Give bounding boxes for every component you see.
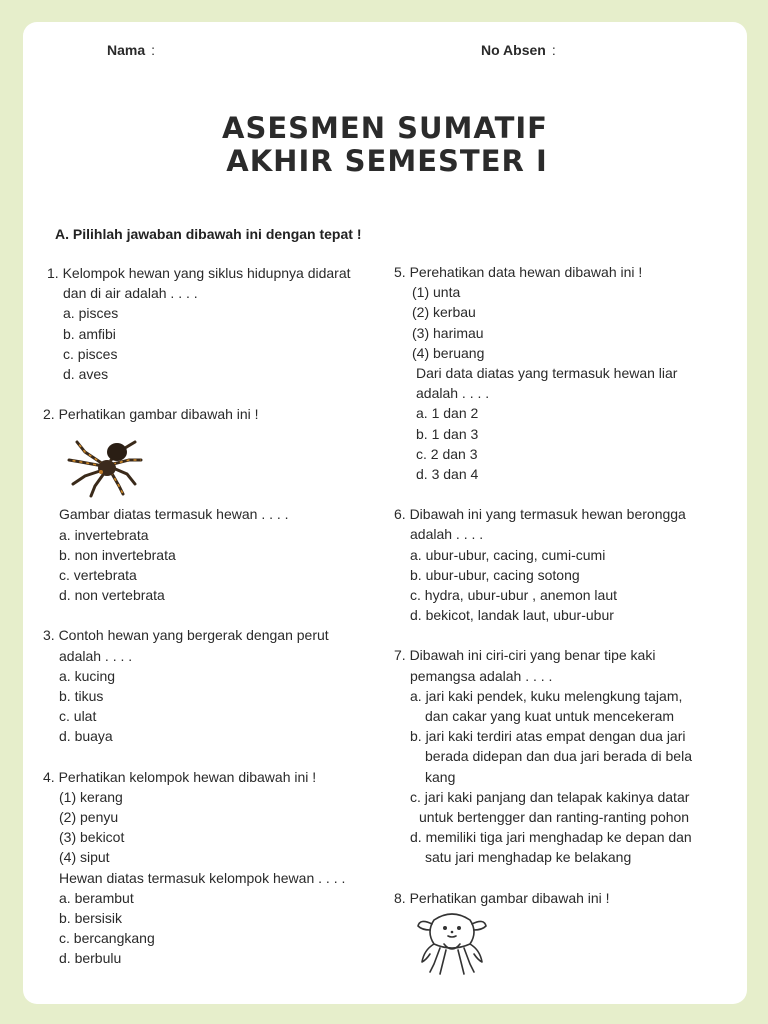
question-5-item-4: (4) beruang [412,344,485,361]
question-5-item-3: (3) harimau [412,324,484,341]
question-5-item-2: (2) kerbau [412,304,476,321]
question-6 [394,504,734,625]
question-7-option-a: a. jari kaki pendek, kuku melengkung tajam, [410,687,683,704]
question-2-option-c: c. vertebrata [59,567,137,584]
question-3-text-cont: adalah . . . . [59,647,133,664]
question-8-text: 8. Perhatikan gambar dibawah ini ! [394,889,610,906]
question-7-option-c-cont: untuk bertengger dan ranting-ranting pohon [419,809,690,826]
question-7-option-b: b. jari kaki terdiri atas empat dengan dua jari [410,728,686,745]
question-3-option-b: b. tikus [59,688,104,705]
question-5-option-c: c. 2 dan 3 [416,445,478,462]
crab-figure [394,908,734,988]
question-7-option-a-cont: dan cakar yang kuat untuk mencekeram [425,708,675,725]
question-2-option-b: b. non invertebrata [59,546,176,563]
question-5-option-a: a. 1 dan 2 [416,405,479,422]
question-4-option-d: d. berbulu [59,950,122,967]
question-2-option-d: d. non vertebrata [59,587,165,604]
question-7-option-d: d. memiliki tiga jari menghadap ke depan dan [410,829,692,846]
question-3-option-c: c. ulat [59,708,97,725]
question-5-option-b: b. 1 dan 3 [416,425,479,442]
question-3 [43,625,392,746]
question-7-option-b-cont2: kang [425,768,456,785]
spider-figure [43,424,392,504]
question-1-option-a: a. pisces [63,305,119,322]
question-5 [394,262,734,484]
name-colon: : [151,42,156,58]
question-4-option-c: c. bercangkang [59,930,155,947]
question-4-item-2: (2) penyu [59,809,119,826]
absen-label-text: No Absen [481,42,546,58]
right-column [394,262,734,988]
question-6-option-c: c. hydra, ubur-ubur , anemon laut [410,587,618,604]
question-3-option-a: a. kucing [59,667,116,684]
question-7-text-cont: pemangsa adalah . . . . [410,667,553,684]
question-4-item-4: (4) siput [59,849,110,866]
question-6-option-b: b. ubur-ubur, cacing sotong [410,566,580,583]
name-label-text: Nama [107,42,146,58]
name-field-label [107,42,155,58]
spider-icon [65,430,145,500]
question-7-option-d-cont: satu jari menghadap ke belakang [425,849,632,866]
instruction-text: A. Pilihlah jawaban dibawah ini dengan tepat ! [55,226,362,242]
question-4 [43,767,392,969]
question-4-followup: Hewan diatas termasuk kelompok hewan . . . . [59,869,346,886]
question-1-text-cont: dan di air adalah . . . . [63,285,198,302]
question-5-text: 5. Perehatikan data hewan dibawah ini ! [394,264,643,280]
question-7-text: 7. Dibawah ini ciri-ciri yang benar tipe kaki [394,647,656,664]
question-7-option-b-cont: berada didepan dan dua jari berada di bela [425,748,692,765]
question-6-option-d: d. bekicot, landak laut, ubur-ubur [410,607,614,624]
question-3-text: 3. Contoh hewan yang bergerak dengan perut [43,627,329,644]
question-7-option-c: c. jari kaki panjang dan telapak kakinya datar [410,788,690,805]
question-6-option-a: a. ubur-ubur, cacing, cumi-cumi [410,546,606,563]
question-8 [394,888,734,988]
question-1-text: 1. Kelompok hewan yang siklus hidupnya didarat [47,265,351,281]
absen-field-label [481,42,556,58]
question-5-followup-cont: adalah . . . . [416,385,490,402]
question-5-followup: Dari data diatas yang termasuk hewan liar [416,365,678,382]
crab-icon [412,910,492,978]
question-4-option-a: a. berambut [59,889,134,906]
question-3-option-d: d. buaya [59,728,113,745]
question-6-text: 6. Dibawah ini yang termasuk hewan berongga [394,506,686,523]
question-2 [43,404,392,605]
question-2-option-a: a. invertebrata [59,526,149,543]
question-5-item-1: (1) unta [412,284,461,301]
question-6-text-cont: adalah . . . . [410,526,484,543]
question-1-option-c: c. pisces [63,345,118,362]
question-4-item-1: (1) kerang [59,788,123,805]
question-1-option-b: b. amfibi [63,325,116,342]
question-4-option-b: b. bersisik [59,910,123,927]
question-2-followup: Gambar diatas termasuk hewan . . . . [59,506,289,523]
question-2-text: 2. Perhatikan gambar dibawah ini ! [43,406,259,423]
left-column [43,263,392,969]
absen-colon: : [551,42,556,58]
question-5-option-d: d. 3 dan 4 [416,466,479,483]
question-1 [47,263,392,384]
question-4-text: 4. Perhatikan kelompok hewan dibawah ini ! [43,768,317,785]
question-7 [394,645,734,867]
page-title-line2: AKHIR SEMESTER I [226,144,548,178]
question-1-option-d: d. aves [63,366,109,383]
question-4-item-3: (3) bekicot [59,829,125,846]
page-title-line1: ASESMEN SUMATIF [222,111,548,145]
